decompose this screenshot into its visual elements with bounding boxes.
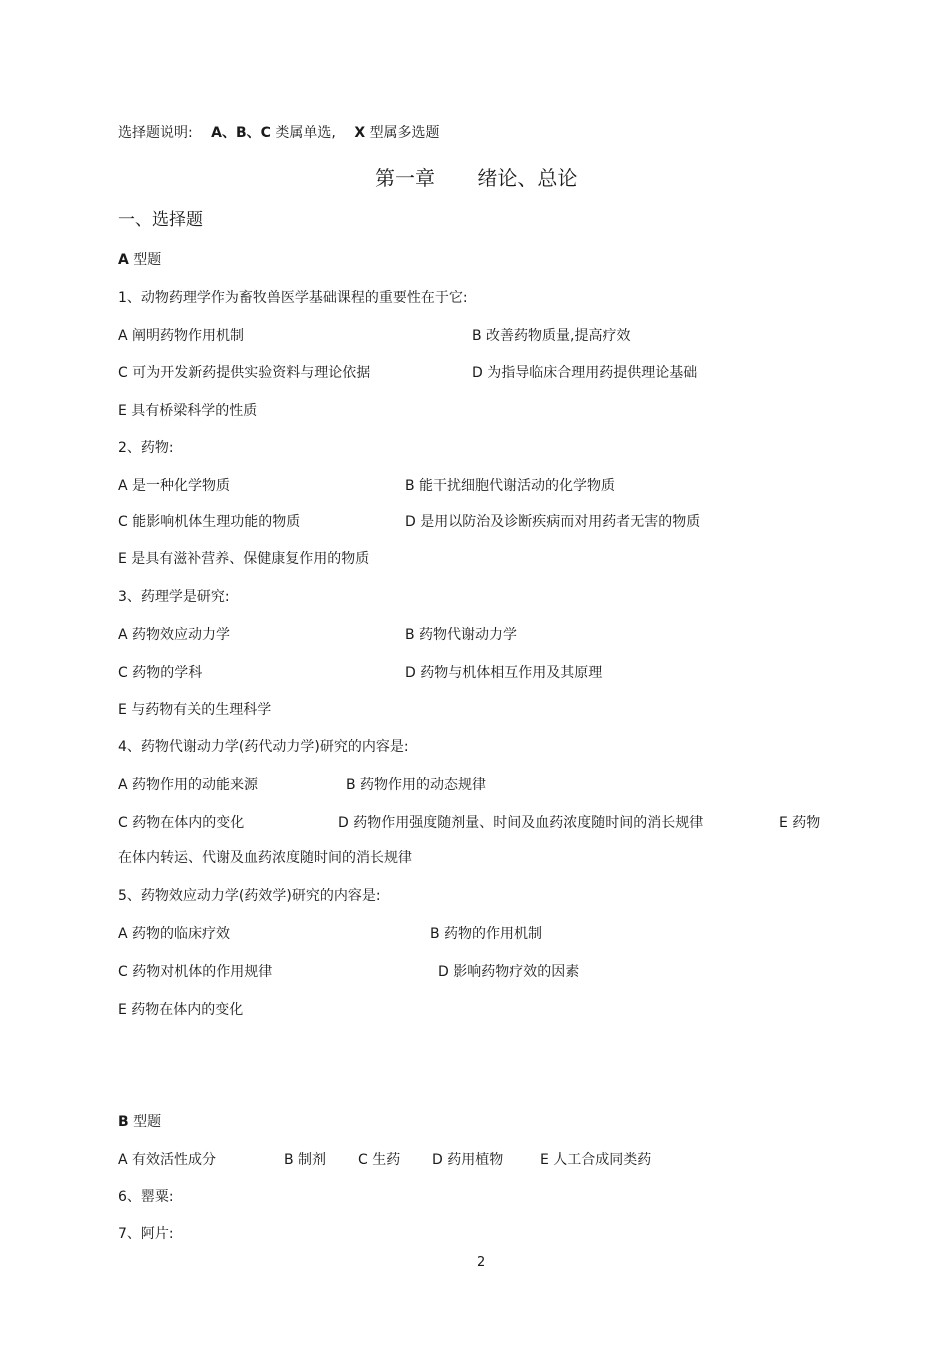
type-a-word: 型题 bbox=[133, 252, 162, 268]
chapter-name: 绪论、总论 bbox=[477, 166, 578, 190]
type-b-option-b: B 制剂 bbox=[284, 1152, 327, 1168]
q2-option-b: B 能干扰细胞代谢活动的化学物质 bbox=[405, 478, 616, 494]
intro-label: 选择题说明: bbox=[118, 125, 193, 141]
q3-option-e: E 与药物有关的生理科学 bbox=[118, 702, 272, 718]
q1-option-e: E 具有桥梁科学的性质 bbox=[118, 403, 258, 419]
q4-option-b: B 药物作用的动态规律 bbox=[346, 777, 487, 793]
section-title: 一、选择题 bbox=[118, 210, 203, 230]
q3-stem: 3、药理学是研究: bbox=[118, 589, 230, 605]
intro-line bbox=[118, 124, 440, 142]
type-b-heading bbox=[118, 1113, 161, 1131]
q1-option-b: B 改善药物质量,提高疗效 bbox=[472, 328, 631, 344]
q3-option-d: D 药物与机体相互作用及其原理 bbox=[405, 665, 603, 681]
q2-option-c: C 能影响机体生理功能的物质 bbox=[118, 514, 301, 530]
intro-letter-x: X bbox=[354, 125, 366, 141]
q1-option-d: D 为指导临床合理用药提供理论基础 bbox=[472, 365, 698, 381]
q5-option-e: E 药物在体内的变化 bbox=[118, 1002, 244, 1018]
q5-option-b: B 药物的作用机制 bbox=[430, 926, 543, 942]
q2-option-a: A 是一种化学物质 bbox=[118, 478, 231, 494]
q4-option-e-tail: 在体内转运、代谢及血药浓度随时间的消长规律 bbox=[118, 850, 412, 866]
q1-stem: 1、动物药理学作为畜牧兽医学基础课程的重要性在于它: bbox=[118, 290, 468, 306]
page-number: 2 bbox=[477, 1255, 486, 1270]
intro-letters-abc: A、B、C bbox=[211, 125, 271, 141]
q3-option-a: A 药物效应动力学 bbox=[118, 627, 231, 643]
q3-option-c: C 药物的学科 bbox=[118, 665, 203, 681]
q2-option-e: E 是具有滋补营养、保健康复作用的物质 bbox=[118, 551, 370, 567]
q2-option-d: D 是用以防治及诊断疾病而对用药者无害的物质 bbox=[405, 514, 701, 530]
intro-multi-text: 型属多选题 bbox=[369, 125, 440, 141]
q4-option-e-head: E 药物 bbox=[779, 815, 821, 831]
q1-option-c: C 可为开发新药提供实验资料与理论依据 bbox=[118, 365, 371, 381]
q4-option-a: A 药物作用的动能来源 bbox=[118, 777, 259, 793]
q6-stem: 6、罂粟: bbox=[118, 1189, 174, 1205]
q7-stem: 7、阿片: bbox=[118, 1226, 174, 1242]
q1-option-a: A 阐明药物作用机制 bbox=[118, 328, 245, 344]
q5-option-a: A 药物的临床疗效 bbox=[118, 926, 231, 942]
q2-stem: 2、药物: bbox=[118, 440, 174, 456]
type-a-heading bbox=[118, 251, 161, 269]
q4-stem: 4、药物代谢动力学(药代动力学)研究的内容是: bbox=[118, 739, 409, 755]
type-b-option-a: A 有效活性成分 bbox=[118, 1152, 217, 1168]
chapter-title bbox=[375, 166, 577, 190]
chapter-number: 第一章 bbox=[375, 166, 435, 190]
q5-stem: 5、药物效应动力学(药效学)研究的内容是: bbox=[118, 888, 381, 904]
q4-option-d: D 药物作用强度随剂量、时间及血药浓度随时间的消长规律 bbox=[338, 815, 704, 831]
q4-option-c: C 药物在体内的变化 bbox=[118, 815, 245, 831]
type-b-option-c: C 生药 bbox=[358, 1152, 401, 1168]
q5-option-c: C 药物对机体的作用规律 bbox=[118, 964, 273, 980]
type-b-option-d: D 药用植物 bbox=[432, 1152, 504, 1168]
q3-option-b: B 药物代谢动力学 bbox=[405, 627, 518, 643]
type-a-letter: A bbox=[118, 252, 129, 268]
q5-option-d: D 影响药物疗效的因素 bbox=[438, 964, 580, 980]
type-b-option-e: E 人工合成同类药 bbox=[540, 1152, 652, 1168]
intro-single-text: 类属单选, bbox=[275, 125, 336, 141]
type-b-word: 型题 bbox=[133, 1114, 162, 1130]
type-b-letter: B bbox=[118, 1114, 129, 1130]
